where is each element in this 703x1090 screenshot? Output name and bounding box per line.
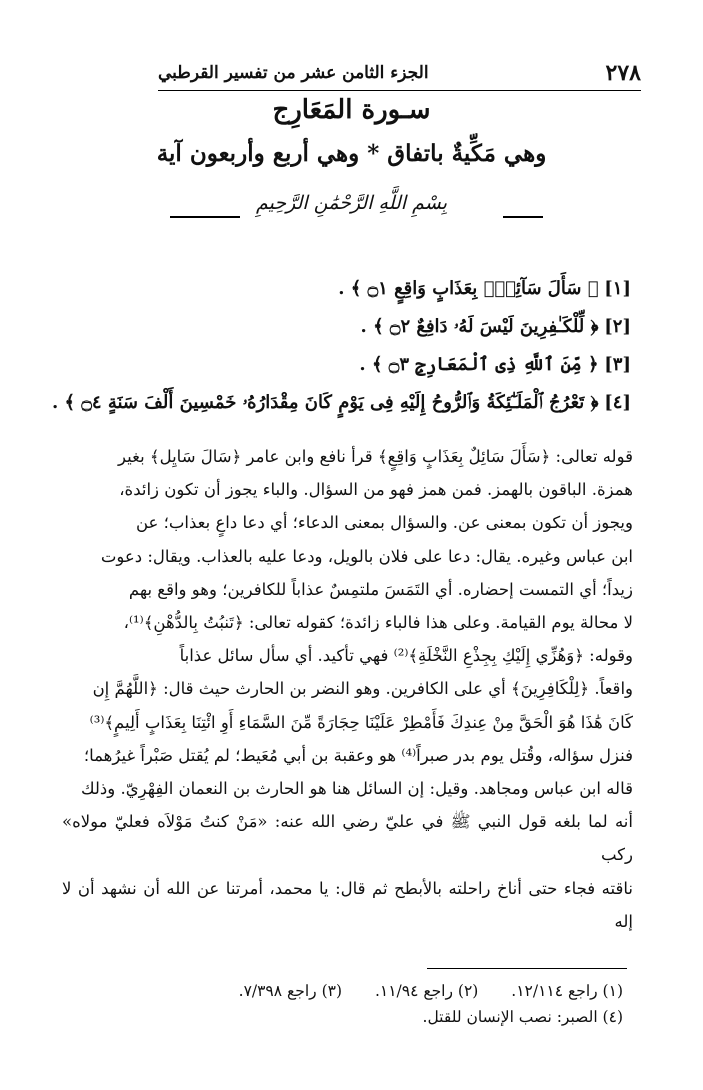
footnote-divider (427, 968, 627, 969)
footnote: (٣) راجع ٧/٣٩٨. (238, 982, 343, 1000)
verse-number: [٤] (604, 392, 631, 413)
body-line: ابن عباس وغيره. يقال: دعا على فلان بالويل، ودعا عليه بالعذاب. ويقال: دعوت (100, 546, 633, 566)
verse-number: [٣] (604, 354, 631, 375)
basmala-text: بِسْمِ اللَّهِ الرَّحْمَٰنِ الرَّحِيمِ (256, 192, 447, 214)
body-line: كَانَ هَٰذَا هُوَ الْحَقَّ مِنْ عِندِكَ فَأَمْطِرْ عَلَيْنَا حِجَارَةً مِّنَ السَّمَاءِ أَوِ ائْتِنَا بِعَذَابٍ أَلِيمٍ﴾⁽³⁾ (89, 712, 633, 732)
footnote: (١) راجع ١٢/١١٤. (511, 982, 623, 1000)
verse-number: [١] (604, 278, 631, 299)
page-header (158, 56, 641, 91)
verse-text: ﴿ لِّلْكَـٰفِرِينَ لَيْسَ لَهُۥ دَافِعٌ ۝٢ ﴾ . (360, 316, 599, 337)
basmala-swash-right (503, 216, 543, 218)
verse-text: ﴿ مِّنَ ٱللَّهِ ذِى ٱلْمَعَارِجِ ۝٣ ﴾ . (359, 354, 599, 375)
body-line: أنه لما بلغه قول النبي ﷺ في عليّ رضي الله عنه: «مَنْ كنتُ مَوْلاَه فعليّ مولاه» ركب (62, 812, 633, 865)
body-line: واقعاً. ﴿لِلْكَافِرِينَ﴾ أي على الكافرين. وهو النضر بن الحارث حيث قال: ﴿اللَّهُمَّ إِن (92, 679, 633, 699)
verse-line (51, 386, 631, 424)
footnotes (60, 978, 623, 1030)
body-line: همزة. الباقون بالهمز. فمن همز فهو من السؤال. والباء يجوز أن تكون زائدة، (119, 480, 633, 500)
verse-text: ﴿ تَعْرُجُ ٱلْمَلَـٰٓئِكَةُ وَٱلرُّوحُ إِلَيْهِ فِى يَوْمٍ كَانَ مِقْدَارُهُۥ خَمْسِينَ أَلْفَ سَنَةٍ ۝٤ ﴾ . (51, 392, 599, 413)
body-line: قوله تعالى: ﴿سَأَلَ سَائِلٌ بِعَذَابٍ وَاقِعٍ﴾ قرأ نافع وابن عامر ﴿سَالَ سَايِل﴾ بغير (118, 447, 633, 466)
body-line: لا محالة يوم القيامة. وعلى هذا فالباء زائدة؛ كقوله تعالى: ﴿تَنبُتُ بِالدُّهْنِ﴾⁽¹⁾، (123, 613, 633, 633)
footnote-row (60, 978, 623, 1004)
body-line: وقوله: ﴿وَهُزِّي إِلَيْكِ بِجِذْعِ النَّخْلَةِ﴾⁽²⁾ فهي تأكيد. أي سأل سائل عذاباً (179, 646, 633, 666)
verse-number: [٢] (604, 316, 631, 337)
body-line: قاله ابن عباس ومجاهد. وقيل: إن السائل هنا هو الحارث بن النعمان الفِهْرِيّ. وذلك (80, 779, 633, 799)
surah-subtitle: وهي مَكِّيةٌ باتفاق * وهي أربع وأربعون آية (156, 140, 547, 167)
page-number: ٢٧٨ (605, 60, 641, 86)
verse-text: ﴿ سَأَلَ سَآئِلٌۢ بِعَذَابٍ وَاقِعٍ ۝١ ﴾ . (338, 278, 599, 299)
verse-list (51, 272, 631, 424)
body-line: فنزل سؤاله، وقُتل يوم بدر صبراً⁽⁴⁾ هو وعقبة بن أبي مُعَيط؛ لم يُقتل صَبْراً غيرُهما؛ (83, 745, 633, 765)
footnote: (٢) راجع ١١/٩٤. (374, 982, 479, 1000)
running-title: الجزء الثامن عشر من تفسير القرطبي (158, 63, 429, 83)
basmala (150, 192, 553, 228)
verse-line (60, 348, 631, 386)
commentary-body (62, 440, 633, 938)
footnote-row (60, 1004, 623, 1030)
footnote: (٤) الصبر: نصب الإنسان للقتل. (422, 1008, 623, 1026)
surah-title: سـورة المَعَارِج (272, 95, 431, 125)
body-line: ناقته فجاء حتى أناخ راحلته بالأبطح ثم قال: يا محمد، أمرتنا عن الله أن نشهد أن لا إله (62, 878, 633, 931)
body-line: زيداً؛ أي التمست إحضاره. أي التَمَسَ ملتمِسٌ عذاباً للكافرين؛ وهو واقع بهم (128, 579, 633, 599)
basmala-swash-left (170, 216, 240, 218)
verse-line (60, 272, 631, 310)
verse-line (60, 310, 631, 348)
body-line: ويجوز أن تكون بمعنى عن. والسؤال بمعنى الدعاء؛ أي دعا داعٍ بعذاب؛ عن (135, 513, 633, 533)
